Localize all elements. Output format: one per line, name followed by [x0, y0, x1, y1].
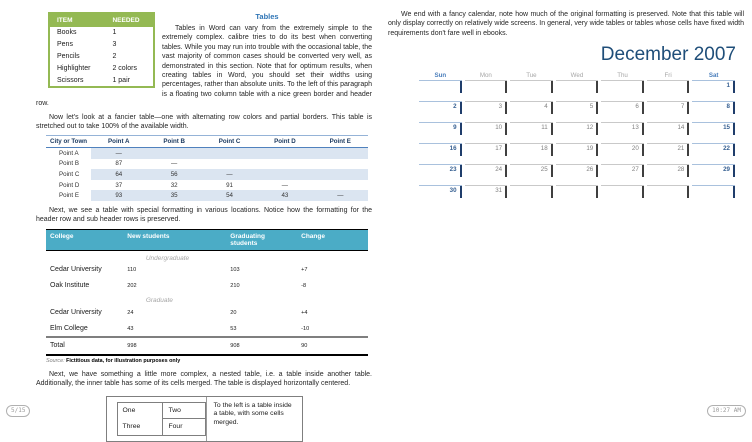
calendar-day-bar: [596, 123, 598, 135]
calendar-day-bar: [460, 81, 462, 93]
calendar-day-cell: [556, 101, 599, 122]
calendar-day-bar: [687, 165, 689, 177]
calendar-day-number: 17: [495, 145, 503, 153]
calendar-day-number: 19: [586, 145, 594, 153]
calendar-body: [419, 80, 735, 206]
distance-cell: [257, 159, 312, 170]
supplies-row: [49, 39, 154, 51]
college-cell: 210: [230, 283, 240, 290]
distance-header-cell: Point E: [313, 136, 368, 148]
calendar-day-number: 21: [677, 145, 685, 153]
distance-cell: 93: [91, 190, 146, 201]
college-cell: 103: [230, 267, 240, 274]
college-header-cell: Change: [297, 229, 368, 250]
supplies-cell: Highlighter: [57, 64, 91, 72]
college-cell: -8: [301, 283, 307, 290]
calendar-day-cell: [692, 101, 735, 122]
calendar-day-number: 28: [677, 166, 685, 174]
distance-cell: Point D: [59, 181, 80, 189]
calendar-day-number: 13: [631, 124, 639, 132]
college-cell: 202: [127, 283, 137, 290]
distance-cell: 56: [146, 169, 201, 180]
calendar-day-number: 31: [495, 187, 503, 195]
calendar-day-cell: [692, 80, 735, 101]
calendar-day-cell: [465, 101, 508, 122]
supplies-header-cell: ITEM: [49, 13, 105, 27]
calendar-day-bar: [505, 165, 507, 177]
calendar-day-bar: [642, 123, 644, 135]
supplies-cell: Pencils: [57, 52, 80, 60]
calendar-day-number: 25: [540, 166, 548, 174]
distance-row: [46, 148, 368, 159]
calendar-day-number: 15: [723, 124, 730, 132]
college-table-body: [46, 250, 368, 354]
distance-cell: —: [202, 169, 257, 180]
calendar-day-cell: [556, 122, 599, 143]
calendar-day-bar: [687, 123, 689, 135]
calendar-day-bar: [551, 186, 553, 198]
paragraph-tables-intro: Tables in Word can vary from the extremely simple to the extremely complex. calibre tries to do its best when converting tables. While you may run into trouble with the occasional table, the vast majority of common cases should be converted very well, as demonstrated in this section. Note that for optimum results, when creating tables in Word, you should set their widths using percentages, rather than absolute units. To the left of this paragraph is a floating two column table with a nice green border and header row.: [36, 25, 373, 108]
calendar-day-cell: [419, 101, 462, 122]
calendar-day-cell: [419, 185, 462, 206]
calendar-day-bar: [596, 102, 598, 114]
calendar-day-cell: [647, 80, 690, 101]
calendar-day-number: 9: [453, 124, 457, 132]
distance-cell: —: [171, 160, 178, 168]
calendar-day-cell: [465, 80, 508, 101]
calendar-day-number: 6: [635, 103, 639, 111]
calendar-day-cell: [647, 164, 690, 185]
college-cell: 43: [127, 325, 134, 332]
clock: 10:27 AM: [707, 405, 746, 417]
calendar-day-bar: [596, 144, 598, 156]
calendar-week-row: [419, 101, 735, 122]
distance-header-cell: City or Town: [46, 136, 91, 148]
page-right: [388, 10, 744, 206]
college-table-head-row: [46, 229, 368, 250]
calendar-day-bar: [460, 144, 462, 156]
college-cell: -10: [301, 325, 310, 332]
calendar-day-header: Sun: [434, 72, 447, 80]
distance-header-cell: Point A: [91, 136, 146, 148]
distance-row: [46, 180, 368, 191]
calendar-day-number: 29: [723, 166, 730, 174]
calendar-table: [416, 70, 738, 206]
calendar-day-bar: [687, 144, 689, 156]
calendar-day-cell: [556, 143, 599, 164]
calendar-day-bar: [642, 81, 644, 93]
calendar-day-number: 1: [726, 82, 730, 90]
calendar-day-number: 8: [726, 103, 730, 111]
supplies-table-body: [49, 27, 154, 87]
college-cell: 110: [127, 267, 137, 274]
calendar-day-cell: [510, 164, 553, 185]
supplies-cell: 1 pair: [112, 76, 130, 84]
supplies-row: [49, 51, 154, 63]
distance-header-cell: Point D: [257, 136, 312, 148]
calendar-day-number: 7: [680, 103, 685, 111]
college-cell: 53: [230, 325, 237, 332]
paragraph-nested-table: Next, we have something a little more complex, a nested table, i.e. a table inside another table. Additionally, the inner table has some of its cells merged. The table is displayed horizontally centered.: [36, 370, 372, 388]
distance-row: [46, 159, 368, 170]
calendar-week-row: [419, 164, 735, 185]
calendar-day-cell: [647, 185, 690, 206]
inner-cell-one: One: [117, 402, 163, 419]
calendar-day-bar: [733, 81, 735, 93]
supplies-cell: Scissors: [57, 76, 84, 84]
source-label: Source:: [46, 357, 65, 364]
inner-cell-two: Two: [163, 402, 205, 419]
calendar-day-bar: [596, 165, 598, 177]
calendar-day-bar: [733, 165, 735, 177]
distance-cell: —: [313, 190, 368, 201]
calendar-day-number: 22: [723, 145, 730, 153]
distance-cell: 87: [115, 160, 123, 168]
calendar-day-bar: [687, 186, 689, 198]
calendar-day-number: 18: [540, 145, 548, 153]
calendar-day-cell: [601, 122, 644, 143]
calendar-day-number: 27: [631, 166, 639, 174]
college-total-row: [46, 337, 368, 355]
distance-cell: [202, 148, 257, 159]
college-cell: +7: [301, 267, 308, 274]
college-subheader-cell: Undergraduate: [145, 254, 190, 262]
distance-header-cell: Point B: [146, 136, 201, 148]
calendar-day-cell: [601, 164, 644, 185]
supplies-cell: 3: [112, 41, 117, 49]
calendar-day-number: 23: [449, 166, 457, 174]
distance-cell: Point C: [59, 171, 80, 179]
calendar-day-bar: [733, 102, 735, 114]
calendar-day-bar: [460, 165, 462, 177]
calendar-day-cell: [601, 185, 644, 206]
calendar-day-number: 20: [631, 145, 639, 153]
page-indicator: 5/15: [6, 405, 30, 417]
distance-cell: 54: [202, 190, 257, 201]
distance-header-cell: Point C: [202, 136, 257, 148]
college-table-source-note: [46, 358, 372, 364]
distance-cell: [313, 169, 368, 180]
college-table: [46, 229, 368, 356]
calendar-day-bar: [687, 81, 689, 93]
calendar-day-cell: [647, 122, 690, 143]
supplies-cell: Books: [57, 29, 77, 37]
supplies-row: [49, 27, 154, 39]
calendar-day-bar: [596, 186, 598, 198]
calendar-day-bar: [505, 81, 507, 93]
source-text: Fictitious data, for illustration purposes only: [64, 357, 181, 364]
calendar-day-bar: [642, 144, 644, 156]
calendar-day-bar: [733, 186, 735, 198]
calendar-day-bar: [551, 102, 553, 114]
distance-row: [46, 190, 368, 201]
supplies-header-cell: NEEDED: [105, 13, 154, 27]
college-total-cell: 90: [297, 337, 368, 355]
calendar-day-header: Tue: [526, 72, 537, 80]
calendar-day-header: Thu: [617, 72, 628, 80]
college-header-cell: Graduating students: [226, 229, 297, 250]
nested-table-caption-cell: To the left is a table inside a table, with some cells merged.: [213, 401, 292, 427]
calendar-day-bar: [687, 102, 689, 114]
college-cell: +4: [301, 309, 308, 316]
calendar-day-cell: [465, 164, 508, 185]
calendar-day-cell: [419, 122, 462, 143]
calendar-week-row: [419, 80, 735, 101]
calendar-day-cell: [601, 80, 644, 101]
calendar-week-row: [419, 185, 735, 206]
college-header-cell: College: [46, 229, 123, 250]
distance-row: [46, 169, 368, 180]
calendar-day-cell: [419, 164, 462, 185]
calendar-day-bar: [551, 81, 553, 93]
distance-table: [46, 135, 368, 201]
nested-table-outer: [106, 396, 303, 442]
nested-inner-table: [117, 402, 206, 436]
calendar-day-number: 30: [449, 187, 457, 195]
college-data-row: [46, 262, 368, 278]
calendar-day-number: 24: [495, 166, 503, 174]
calendar-day-cell: [556, 80, 599, 101]
page-left: [36, 10, 372, 442]
distance-cell: 32: [170, 181, 178, 189]
calendar-day-number: 14: [677, 124, 685, 132]
calendar-day-cell: [465, 122, 508, 143]
supplies-table-head-row: [49, 13, 154, 27]
paragraph-fancier-table: Now let's look at a fancier table—one with alternating row colors and partial borders. This table is stretched out to take 100% of the available width.: [36, 113, 372, 131]
distance-table-body: [46, 148, 368, 201]
supplies-cell: 1: [112, 29, 117, 37]
distance-table-head-row: [46, 136, 368, 148]
calendar-day-cell: [647, 143, 690, 164]
calendar-day-number: 4: [544, 103, 548, 111]
calendar-day-cell: [510, 101, 553, 122]
calendar-head-row: [419, 70, 735, 80]
calendar-day-cell: [556, 164, 599, 185]
calendar-day-number: 12: [586, 124, 594, 132]
calendar-day-bar: [505, 123, 507, 135]
distance-cell: [146, 148, 201, 159]
college-subheader-row: [46, 293, 368, 304]
paragraph-calendar-intro: We end with a fancy calendar, note how much of the original formatting is preserved. Note that this table will only display correctly on relatively wide screens. In general, very wide tables or tables whose cells have fixed width requirements don't fare well in ebooks.: [388, 11, 744, 37]
college-total-cell: Total: [46, 337, 123, 355]
calendar-day-cell: [510, 143, 553, 164]
nested-table-left-cell: [107, 397, 207, 441]
calendar-day-number: 3: [498, 103, 503, 111]
calendar-day-cell: [510, 122, 553, 143]
supplies-cell: 2: [112, 52, 117, 60]
calendar-day-header: Mon: [479, 72, 492, 80]
calendar-day-bar: [642, 165, 644, 177]
calendar-day-header: Fri: [664, 72, 672, 80]
supplies-table: [48, 12, 155, 88]
distance-cell: 91: [226, 181, 233, 189]
distance-cell: —: [91, 148, 146, 159]
college-cell: Cedar University: [50, 308, 102, 316]
distance-cell: 35: [146, 190, 201, 201]
calendar-day-bar: [642, 102, 644, 114]
calendar-day-bar: [733, 123, 735, 135]
college-total-cell: 908: [226, 337, 297, 355]
college-data-row: [46, 320, 368, 337]
calendar-day-number: 26: [586, 166, 594, 174]
calendar-day-cell: [692, 164, 735, 185]
calendar-day-cell: [692, 143, 735, 164]
distance-cell: —: [281, 181, 288, 189]
college-total-cell: 998: [123, 337, 226, 355]
college-cell: Cedar University: [50, 266, 102, 274]
calendar-day-number: 2: [453, 103, 457, 111]
distance-cell: [257, 169, 312, 180]
supplies-cell: 2 colors: [112, 64, 137, 72]
supplies-cell: Pens: [57, 41, 73, 49]
calendar-day-bar: [460, 186, 462, 198]
calendar-day-cell: [556, 185, 599, 206]
calendar-day-cell: [419, 80, 462, 101]
calendar-day-header: Wed: [570, 72, 584, 80]
distance-cell: [202, 159, 257, 170]
calendar-day-number: 16: [449, 145, 457, 153]
calendar-day-cell: [465, 185, 508, 206]
college-cell: Elm College: [50, 324, 88, 332]
college-data-row: [46, 278, 368, 294]
calendar-day-cell: [419, 143, 462, 164]
supplies-row: [49, 74, 154, 87]
calendar-day-number: 10: [495, 124, 503, 132]
calendar-day-bar: [505, 186, 507, 198]
calendar-day-bar: [460, 102, 462, 114]
calendar-day-bar: [551, 165, 553, 177]
calendar-day-bar: [596, 81, 598, 93]
distance-cell: 64: [91, 169, 146, 180]
distance-cell: [257, 148, 312, 159]
calendar-day-number: 5: [589, 103, 594, 111]
calendar-day-bar: [733, 144, 735, 156]
distance-cell: [313, 180, 368, 191]
calendar-week-row: [419, 143, 735, 164]
distance-cell: 43: [257, 190, 312, 201]
distance-cell: Point E: [59, 192, 79, 200]
calendar-day-bar: [505, 102, 507, 114]
college-subheader-row: [46, 250, 368, 262]
calendar-day-cell: [510, 185, 553, 206]
calendar-day-bar: [505, 144, 507, 156]
college-cell: 24: [127, 309, 134, 316]
calendar-day-bar: [551, 123, 553, 135]
distance-cell: Point A: [59, 149, 79, 157]
calendar-day-bar: [460, 123, 462, 135]
section-heading-tables: Tables: [255, 12, 279, 21]
calendar-day-cell: [692, 185, 735, 206]
calendar-day-cell: [647, 101, 690, 122]
college-cell: 20: [230, 309, 237, 316]
inner-cell-four: Four: [163, 419, 205, 436]
calendar-day-cell: [601, 101, 644, 122]
calendar-day-cell: [510, 80, 553, 101]
distance-cell: Point B: [59, 160, 79, 168]
calendar-day-bar: [551, 144, 553, 156]
calendar-day-bar: [642, 186, 644, 198]
distance-cell: [313, 159, 368, 170]
distance-cell: 37: [115, 181, 123, 189]
paragraph-special-formatting: Next, we see a table with special formatting in various locations. Notice how the formatting for the header row and sub header rows is preserved.: [36, 207, 372, 224]
college-subheader-cell: Graduate: [145, 297, 173, 305]
calendar-day-number: 11: [541, 124, 548, 132]
college-data-row: [46, 304, 368, 320]
calendar-week-row: [419, 122, 735, 143]
supplies-row: [49, 62, 154, 74]
calendar-day-cell: [601, 143, 644, 164]
calendar-day-cell: [465, 143, 508, 164]
calendar-day-header: Sat: [708, 72, 719, 80]
college-header-cell: New students: [123, 229, 226, 250]
inner-cell-three: Three: [117, 419, 163, 436]
distance-cell: [313, 148, 368, 159]
calendar-day-cell: [692, 122, 735, 143]
college-cell: Oak Institute: [50, 282, 90, 290]
calendar-title: December 2007: [600, 44, 736, 66]
